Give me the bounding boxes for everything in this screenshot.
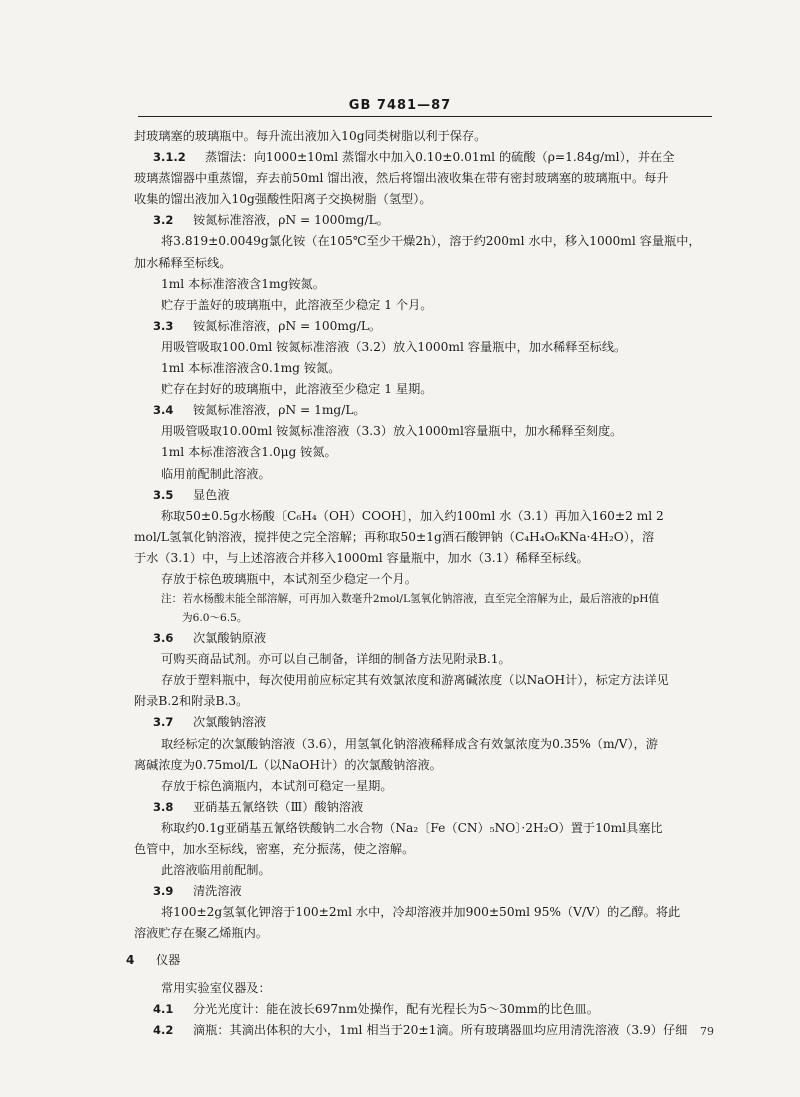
text-line [134,358,742,379]
line-text: 1ml 本标准溶液含1mg铵氮。 [161,276,325,291]
line-text: 存放于棕色滴瓶内，本试剂可稳定一星期。 [161,778,393,793]
text-line [134,189,742,210]
line-text: 用吸管吸取100.0ml 铵氮标准溶液（3.2）放入1000ml 容量瓶中，加水稀释至标线。 [161,339,627,354]
line-text: 次氯酸钠原液 [193,631,267,646]
text-line [134,147,742,168]
text-line [134,168,742,189]
line-text: mol/L氢氧化钠溶液，搅拌使之完全溶解；再称取50±1g酒石酸钾钠（C₄H₄O₆KNa·4H₂O），溶 [134,529,655,544]
line-text: 存放于棕色玻璃瓶中，本试剂至少稳定一个月。 [161,571,417,586]
text-line [134,902,742,923]
text-line [134,609,742,628]
line-text: 将3.819±0.0049g氯化铵（在105℃至少干燥2h），溶于约200ml 水中，移入1000ml 容量瓶中， [161,234,701,249]
text-line [134,978,742,999]
line-text: 附录B.2和附录B.3。 [134,694,249,709]
header-rule [138,116,712,117]
line-text: 临用前配制此溶液。 [161,466,271,481]
line-text: 蒸馏法：向1000±10ml 蒸馏水中加入0.10±0.01ml 的硫酸（ρ=1.84g/ml），并在全 [205,150,675,165]
line-text: 铵氮标准溶液，ρN = 1000mg/L。 [193,213,389,228]
text-line [134,379,742,400]
line-text: 分光光度计：能在波长697nm处操作，配有光程长为5～30mm的比色皿。 [193,1001,599,1016]
text-line [134,712,742,733]
line-text: 铵氮标准溶液，ρN = 100mg/L。 [193,318,382,333]
clause-number: 4 [126,953,135,968]
line-text: 取经标定的次氯酸钠溶液（3.6），用氢氧化钠溶液稀释成含有效氯浓度为0.35%（m/V），游 [161,736,658,751]
clause-number: 3.2 [153,213,174,228]
text-line [134,776,742,797]
text-line [134,442,742,463]
line-text: 将100±2g氢氧化钾溶于100±2ml 水中，冷却溶液并加900±50ml 95%（V/V）的乙醇。将此 [161,905,681,920]
text-line [134,839,742,860]
text-line [134,569,742,590]
line-text: 于水（3.1）中，与上述溶液合并移入1000ml 容量瓶中，加水（3.1）稀释至标线。 [134,550,589,565]
text-line [134,126,742,147]
line-text: 可购买商品试剂。亦可以自己制备，详细的制备方法见附录B.1。 [161,652,511,667]
text-line [134,923,742,944]
line-text: 溶液贮存在聚乙烯瓶内。 [134,926,269,941]
text-line [134,881,742,902]
line-text: 1ml 本标准溶液含1.0μg 铵氮。 [161,445,337,460]
text-line [134,527,742,548]
text-line [134,337,742,358]
text-line [134,400,742,421]
line-text: 铵氮标准溶液，ρN = 1mg/L。 [193,403,366,418]
text-line [134,999,742,1020]
clause-number: 4.1 [153,1001,174,1016]
line-text: 注：若水杨酸未能全部溶解，可再加入数毫升2mol/L氢氧化钠溶液，直至完全溶解为止，最后溶液的pH值 [161,593,660,606]
line-text: 清洗溶液 [193,884,242,899]
text-line [134,734,742,755]
line-text: 色管中，加水至标线，密塞，充分振荡，使之溶解。 [134,842,415,856]
text-line [134,231,742,252]
line-text: 为6.0～6.5。 [182,612,248,625]
clause-number: 3.5 [153,487,174,502]
clause-number: 3.8 [153,799,174,814]
line-text: 滴瓶：其滴出体积的大小，1ml 相当于20±1滴。所有玻璃器皿均应用清洗溶液（3.9）仔细 [193,1022,688,1037]
line-text: 显色液 [193,487,230,502]
line-text: 加水稀释至标线。 [134,255,232,270]
line-text: 用吸管吸取10.00ml 铵氮标准溶液（3.3）放入1000ml容量瓶中，加水稀释至刻度。 [161,424,623,439]
clause-number: 4.2 [153,1022,174,1037]
line-text: 贮存于盖好的玻璃瓶中，此溶液至少稳定 1 个月。 [161,297,433,312]
clause-number: 3.3 [153,318,174,333]
section-heading [126,950,742,971]
text-line [134,590,742,609]
clause-number: 3.9 [153,884,174,899]
line-text: 称取50±0.5g水杨酸〔C₆H₄（OH）COOH〕，加入约100ml 水（3.1）再加入160±2 ml 2 [161,508,664,523]
page-header: GB 7481—87 [348,98,452,113]
line-text: 1ml 本标准溶液含0.1mg 铵氮。 [161,361,341,376]
text-line [134,464,742,485]
line-text: 离碱浓度为0.75mol/L（以NaOH计）的次氯酸钠溶液。 [134,757,442,772]
clause-number: 3.6 [153,631,174,646]
line-text: 亚硝基五氰络铁（Ⅲ）酸钠溶液 [193,799,364,814]
page-number: 79 [700,1025,714,1038]
text-line [134,797,742,818]
document-body [126,126,742,1041]
text-line [134,485,742,506]
clause-number: 3.1.2 [153,150,186,165]
text-line [134,649,742,670]
line-text: 此溶液临用前配制。 [161,863,271,878]
text-line [134,818,742,839]
line-text: 称取约0.1g亚硝基五氰络铁酸钠二水合物（Na₂〔Fe（CN）₅NO〕·2H₂O）置于10ml具塞比 [161,820,663,835]
line-text: 仪器 [156,953,181,968]
text-line [134,421,742,442]
text-line [134,755,742,776]
clause-number: 3.7 [153,715,174,730]
text-line [134,628,742,649]
text-line [134,316,742,337]
clause-number: 3.4 [153,403,174,418]
line-text: 存放于塑料瓶中，每次使用前应标定其有效氯浓度和游离碱浓度（以NaOH计），标定方法详见 [161,673,669,688]
line-text: 常用实验室仪器及： [161,980,271,995]
text-line [134,670,742,691]
text-line [134,274,742,295]
line-text: 收集的馏出液加入10g强酸性阳离子交换树脂（氢型）。 [134,192,432,207]
line-text: 玻璃蒸馏器中重蒸馏，弃去前50ml 馏出液，然后将馏出液收集在带有密封玻璃塞的玻璃瓶中。每升 [134,171,669,186]
line-text: 封玻璃塞的玻璃瓶中。每升流出液加入10g同类树脂以利于保存。 [134,129,487,143]
line-text: 次氯酸钠溶液 [193,715,267,730]
text-line [134,295,742,316]
text-line [134,860,742,881]
text-line [134,1020,742,1041]
line-text: 贮存在封好的玻璃瓶中，此溶液至少稳定 1 星期。 [161,382,433,397]
text-line [134,210,742,231]
text-line [134,548,742,569]
text-line [134,691,742,712]
text-line [134,253,742,274]
text-line [134,506,742,527]
